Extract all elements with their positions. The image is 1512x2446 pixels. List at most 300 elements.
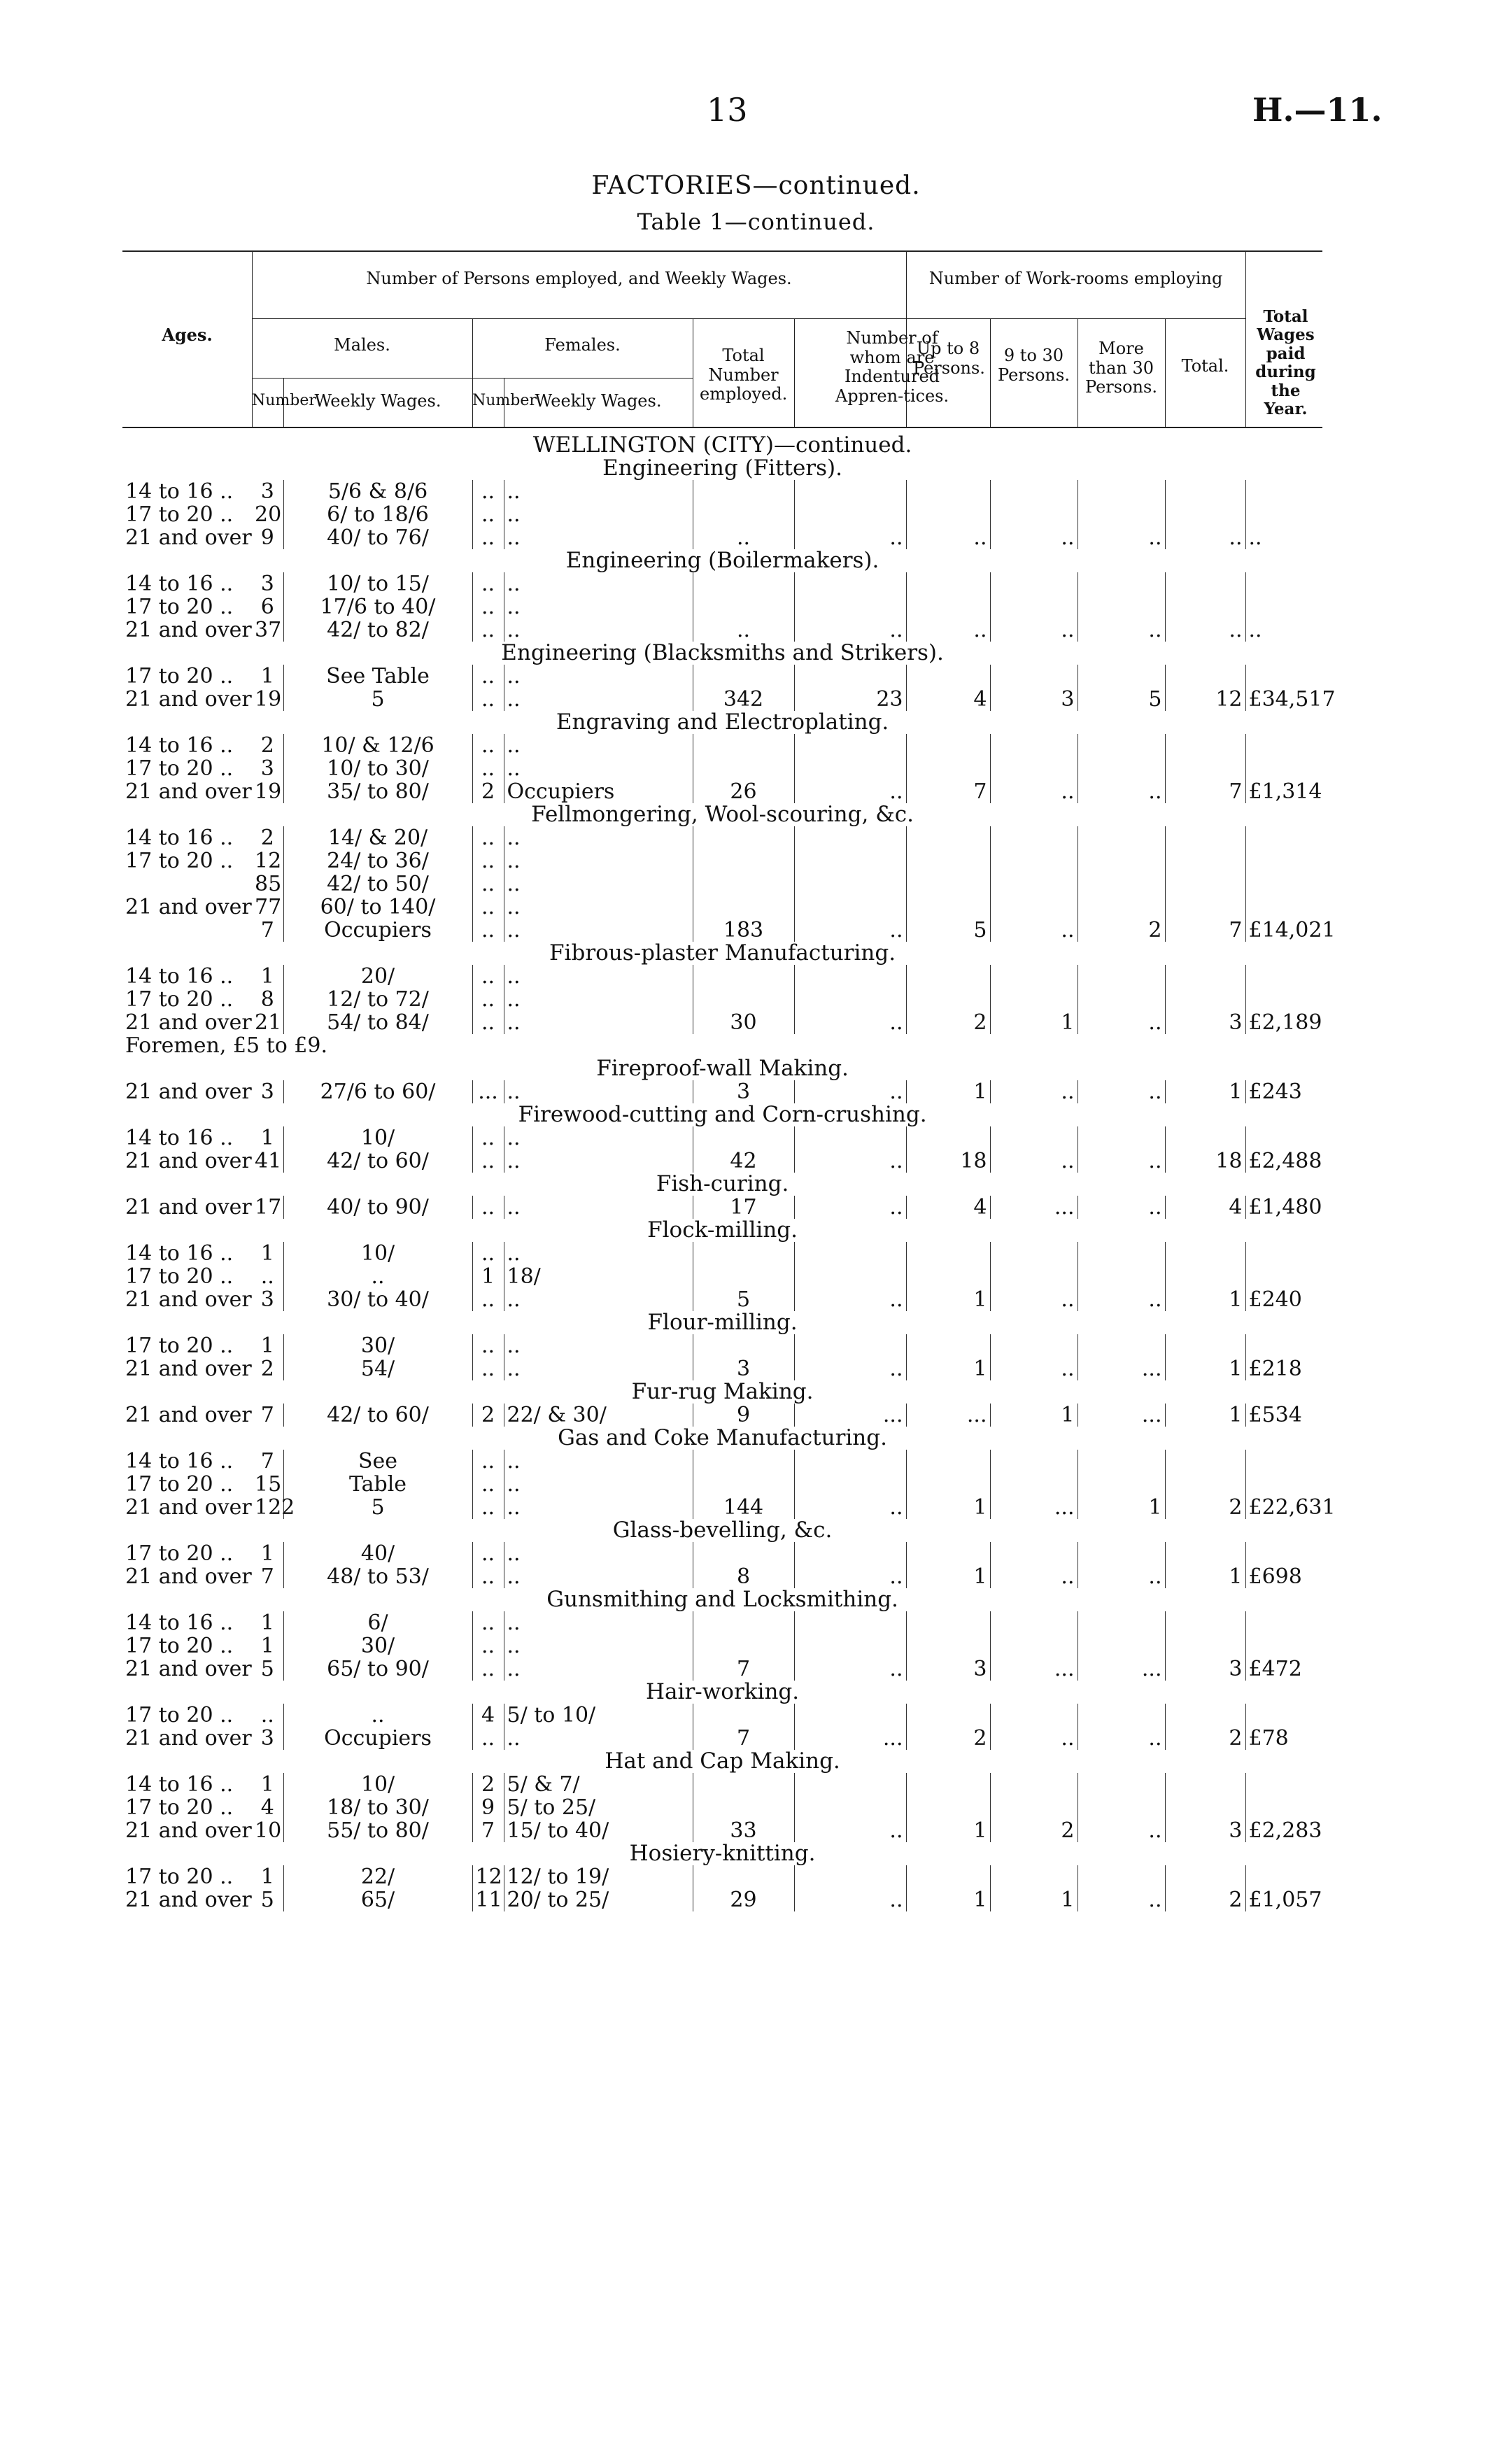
nine-to-30-cell: ..: [990, 1150, 1078, 1173]
age-cell: 14 to 16 ..: [125, 1126, 234, 1150]
female-wages-cell: ..: [504, 826, 693, 849]
male-number-cell: 4: [252, 1796, 283, 1819]
male-number-cell: 1: [252, 1634, 283, 1657]
more-than-30-cell: [1078, 665, 1165, 688]
table-row: [122, 1473, 1322, 1496]
age-cell: 17 to 20 ..: [125, 849, 234, 873]
up-to-8-cell: 5: [906, 919, 990, 942]
table-row: [122, 595, 1322, 618]
industry-heading-row: [122, 1380, 1322, 1404]
age-cell: 21 and over: [125, 525, 252, 550]
nine-to-30-cell: [990, 480, 1078, 503]
table-row: [122, 1150, 1322, 1173]
male-number-cell: 17: [252, 1196, 283, 1219]
up-to-8-cell: ..: [906, 618, 990, 642]
workroom-total-cell: [1165, 988, 1245, 1011]
industry-heading: Gunsmithing and Locksmithing.: [546, 1587, 898, 1612]
industry-heading: Engineering (Blacksmiths and Strikers).: [501, 640, 944, 665]
total-wages-cell: [1245, 1334, 1322, 1357]
female-number-cell: 1: [472, 1265, 504, 1288]
table-row: [122, 503, 1322, 526]
female-wages-cell: ..: [504, 572, 693, 595]
age-cell: 17 to 20 ..: [125, 987, 234, 1012]
table-row: [122, 1196, 1322, 1219]
nine-to-30-cell: [990, 1334, 1078, 1357]
total-employed-cell: ..: [693, 526, 794, 549]
male-number-cell: 5: [252, 1657, 283, 1681]
up-to-8-cell: 1: [906, 1819, 990, 1842]
female-wages-cell: 20/ to 25/: [504, 1888, 693, 1911]
up-to-8-cell: [906, 1865, 990, 1888]
total-wages-cell: [1245, 1450, 1322, 1473]
workroom-total-cell: 1: [1165, 1288, 1245, 1311]
male-number-cell: 7: [252, 1404, 283, 1427]
workroom-total-cell: 2: [1165, 1727, 1245, 1750]
total-wages-cell: [1245, 572, 1322, 595]
up-to-8-cell: 4: [906, 1196, 990, 1219]
female-wages-cell: ..: [504, 1334, 693, 1357]
industry-heading-row: [122, 803, 1322, 826]
female-wages-cell: ..: [504, 1450, 693, 1473]
age-cell: 21 and over: [125, 1564, 252, 1589]
total-wages-cell: [1245, 757, 1322, 780]
male-number-cell: 1: [252, 1126, 283, 1150]
industry-heading-row: [122, 457, 1322, 480]
male-wages-cell: 42/ to 50/: [283, 872, 472, 896]
workroom-total-cell: [1165, 1634, 1245, 1657]
table-header: [122, 250, 1322, 428]
male-wages-cell: Table: [283, 1473, 472, 1496]
age-cell: [122, 919, 252, 942]
table-row: [122, 872, 1322, 896]
male-number-cell: 1: [252, 965, 283, 988]
male-number-cell: 8: [252, 988, 283, 1011]
total-wages-cell: [1245, 734, 1322, 757]
nine-to-30-cell: [990, 1611, 1078, 1634]
male-number-cell: 1: [252, 1611, 283, 1634]
more-than-30-cell: 2: [1078, 919, 1165, 942]
male-wages-cell: 65/: [283, 1888, 472, 1911]
total-employed-cell: 7: [693, 1657, 794, 1681]
total-employed-cell: [693, 757, 794, 780]
male-number-cell: 1: [252, 1773, 283, 1796]
more-than-30-cell: [1078, 826, 1165, 849]
industry-heading-row: [122, 1311, 1322, 1334]
more-than-30-cell: ..: [1078, 1196, 1165, 1219]
apprentices-cell: [794, 1611, 906, 1634]
male-wages-cell: 42/ to 60/: [283, 1150, 472, 1173]
male-wages-cell: 10/: [283, 1242, 472, 1265]
page-number: 13: [707, 91, 748, 129]
table-row: [122, 1657, 1322, 1681]
age-cell: 17 to 20 ..: [125, 502, 234, 527]
male-wages-cell: 65/ to 90/: [283, 1657, 472, 1681]
male-wages-cell: 5: [283, 1496, 472, 1519]
total-employed-cell: [693, 480, 794, 503]
female-wages-cell: ..: [504, 1634, 693, 1657]
industry-heading-row: [122, 711, 1322, 734]
nine-to-30-cell: 2: [990, 1819, 1078, 1842]
male-number-cell: 5: [252, 1888, 283, 1911]
nine-to-30-cell: 1: [990, 1404, 1078, 1427]
up-to-8-cell: [906, 1773, 990, 1796]
apprentices-cell: [794, 1865, 906, 1888]
age-cell: 14 to 16 ..: [125, 733, 234, 758]
industry-heading-row: [122, 1219, 1322, 1242]
total-wages-cell: [1245, 965, 1322, 988]
up-to-8-cell: ..: [906, 526, 990, 549]
total-wages-cell: [1245, 1126, 1322, 1150]
workroom-total-cell: 3: [1165, 1657, 1245, 1681]
male-number-cell: 1: [252, 665, 283, 688]
total-wages-cell: [1245, 988, 1322, 1011]
female-number-cell: ..: [472, 1011, 504, 1034]
total-employed-cell: [693, 665, 794, 688]
female-wages-cell: ..: [504, 1565, 693, 1588]
table-row: [122, 826, 1322, 849]
female-wages-cell: 18/: [504, 1265, 693, 1288]
female-wages-cell: 12/ to 19/: [504, 1865, 693, 1888]
industry-heading: Engineering (Fitters).: [602, 455, 842, 481]
male-wages-cell: 35/ to 80/: [283, 780, 472, 803]
more-than-30-cell: ..: [1078, 1565, 1165, 1588]
female-number-cell: ..: [472, 826, 504, 849]
female-wages-cell: ..: [504, 688, 693, 711]
total-employed-cell: 342: [693, 688, 794, 711]
female-wages-cell: ..: [504, 1288, 693, 1311]
nine-to-30-cell: [990, 1473, 1078, 1496]
workroom-total-cell: 1: [1165, 1565, 1245, 1588]
total-employed-cell: [693, 1773, 794, 1796]
female-wages-cell: ..: [504, 1357, 693, 1380]
industry-heading: Hat and Cap Making.: [605, 1748, 840, 1774]
table-row: [122, 1704, 1322, 1727]
nine-to-30-cell: [990, 665, 1078, 688]
table-row: [122, 526, 1322, 549]
industry-heading: Hosiery-knitting.: [629, 1841, 816, 1866]
nine-to-30-cell: ..: [990, 1288, 1078, 1311]
up-to-8-cell: [906, 988, 990, 1011]
age-cell: 17 to 20 ..: [125, 756, 234, 781]
more-than-30-cell: [1078, 480, 1165, 503]
workroom-total-cell: [1165, 1704, 1245, 1727]
male-wages-cell: 30/ to 40/: [283, 1288, 472, 1311]
male-wages-cell: See: [283, 1450, 472, 1473]
more-than-30-cell: 5: [1078, 688, 1165, 711]
header-female-number: Number: [472, 392, 537, 409]
up-to-8-cell: [906, 734, 990, 757]
female-number-cell: ..: [472, 1334, 504, 1357]
location-heading-row: [122, 434, 1322, 457]
table-row: [122, 1450, 1322, 1473]
nine-to-30-cell: ..: [990, 526, 1078, 549]
male-wages-cell: 24/ to 36/: [283, 849, 472, 872]
total-employed-cell: [693, 1611, 794, 1634]
workroom-total-cell: 7: [1165, 919, 1245, 942]
female-number-cell: 12: [472, 1865, 504, 1888]
more-than-30-cell: [1078, 1634, 1165, 1657]
total-employed-cell: 26: [693, 780, 794, 803]
age-cell: 17 to 20 ..: [125, 1795, 234, 1820]
female-number-cell: ..: [472, 526, 504, 549]
female-wages-cell: ..: [504, 988, 693, 1011]
apprentices-cell: [794, 988, 906, 1011]
female-number-cell: ..: [472, 480, 504, 503]
total-employed-cell: [693, 1704, 794, 1727]
female-wages-cell: ..: [504, 1542, 693, 1565]
total-wages-cell: [1245, 595, 1322, 618]
male-number-cell: 9: [252, 526, 283, 549]
male-number-cell: 19: [252, 780, 283, 803]
total-employed-cell: [693, 595, 794, 618]
more-than-30-cell: [1078, 1450, 1165, 1473]
table-row: [122, 1496, 1322, 1519]
apprentices-cell: ..: [794, 1150, 906, 1173]
male-number-cell: 3: [252, 480, 283, 503]
apprentices-cell: [794, 1704, 906, 1727]
nine-to-30-cell: [990, 988, 1078, 1011]
more-than-30-cell: ..: [1078, 1150, 1165, 1173]
document-code: H.—11.: [1252, 91, 1383, 129]
male-number-cell: 3: [252, 757, 283, 780]
nine-to-30-cell: ..: [990, 1357, 1078, 1380]
header-indentured: Number of whom are Indentured Appren-tices.: [835, 328, 949, 406]
female-wages-cell: ..: [504, 919, 693, 942]
more-than-30-cell: [1078, 503, 1165, 526]
male-wages-cell: 48/ to 53/: [283, 1565, 472, 1588]
industry-heading-row: [122, 1173, 1322, 1196]
apprentices-cell: ..: [794, 1288, 906, 1311]
male-number-cell: 1: [252, 1242, 283, 1265]
table-row: [122, 1011, 1322, 1034]
male-wages-cell: 10/ to 15/: [283, 572, 472, 595]
age-cell: 14 to 16 ..: [125, 964, 234, 989]
age-cell: 21 and over: [125, 1403, 252, 1427]
age-cell: 21 and over: [125, 618, 252, 642]
total-wages-cell: £78: [1248, 1726, 1289, 1751]
industry-heading-row: [122, 1103, 1322, 1126]
industry-heading: Glass-bevelling, &c.: [612, 1518, 833, 1543]
female-wages-cell: ..: [504, 1657, 693, 1681]
apprentices-cell: ..: [794, 1565, 906, 1588]
apprentices-cell: [794, 1265, 906, 1288]
apprentices-cell: 23: [794, 688, 906, 711]
age-cell: 17 to 20 ..: [125, 664, 234, 688]
female-number-cell: ..: [472, 503, 504, 526]
nine-to-30-cell: [990, 1450, 1078, 1473]
total-wages-cell: [1245, 1865, 1322, 1888]
workroom-total-cell: [1165, 1126, 1245, 1150]
workroom-total-cell: 1: [1165, 1404, 1245, 1427]
male-number-cell: 6: [252, 595, 283, 618]
total-wages-cell: [1245, 1265, 1322, 1288]
age-cell: 17 to 20 ..: [125, 1472, 234, 1497]
table-row: [122, 1888, 1322, 1911]
table-row: [122, 1727, 1322, 1750]
male-wages-cell: 17/6 to 40/: [283, 595, 472, 618]
female-wages-cell: 15/ to 40/: [504, 1819, 693, 1842]
nine-to-30-cell: [990, 896, 1078, 919]
male-wages-cell: 40/ to 90/: [283, 1196, 472, 1219]
female-wages-cell: ..: [504, 1011, 693, 1034]
nine-to-30-cell: [990, 503, 1078, 526]
table-row: [122, 1404, 1322, 1427]
apprentices-cell: [794, 1450, 906, 1473]
total-wages-cell: [1245, 1773, 1322, 1796]
up-to-8-cell: [906, 896, 990, 919]
total-wages-cell: £22,631: [1248, 1495, 1336, 1520]
male-number-cell: 7: [252, 1450, 283, 1473]
total-employed-cell: 3: [693, 1357, 794, 1380]
total-employed-cell: [693, 1265, 794, 1288]
male-number-cell: 3: [252, 1288, 283, 1311]
age-cell: 21 and over: [125, 687, 252, 712]
up-to-8-cell: [906, 1542, 990, 1565]
workroom-total-cell: 3: [1165, 1819, 1245, 1842]
workroom-total-cell: 12: [1165, 688, 1245, 711]
nine-to-30-cell: ..: [990, 1080, 1078, 1103]
male-number-cell: 85: [252, 872, 283, 896]
apprentices-cell: ..: [794, 618, 906, 642]
total-employed-cell: 8: [693, 1565, 794, 1588]
age-cell: 21 and over: [125, 1657, 252, 1681]
more-than-30-cell: [1078, 1704, 1165, 1727]
apprentices-cell: [794, 665, 906, 688]
age-cell: 14 to 16 ..: [125, 1772, 234, 1797]
header-9-to-30: 9 to 30 Persons.: [998, 346, 1070, 385]
male-number-cell: 7: [252, 919, 283, 942]
more-than-30-cell: ..: [1078, 1727, 1165, 1750]
male-wages-cell: 5/6 & 8/6: [283, 480, 472, 503]
age-cell: 21 and over: [125, 1195, 252, 1220]
male-wages-cell: 42/ to 60/: [283, 1404, 472, 1427]
male-number-cell: 2: [252, 826, 283, 849]
table-row: [122, 1796, 1322, 1819]
table-row: [122, 572, 1322, 595]
age-cell: 21 and over: [125, 895, 252, 919]
total-wages-cell: £218: [1248, 1357, 1302, 1381]
industry-heading-row: [122, 1519, 1322, 1542]
age-cell: 17 to 20 ..: [125, 1334, 234, 1358]
table-row: [122, 1773, 1322, 1796]
up-to-8-cell: [906, 1265, 990, 1288]
up-to-8-cell: [906, 849, 990, 872]
industry-heading: Fireproof-wall Making.: [596, 1056, 849, 1081]
table-row: [122, 665, 1322, 688]
header-up-to-8: Up to 8 Persons.: [913, 339, 985, 378]
apprentices-cell: ..: [794, 1819, 906, 1842]
nine-to-30-cell: [990, 572, 1078, 595]
more-than-30-cell: [1078, 872, 1165, 896]
female-wages-cell: ..: [504, 872, 693, 896]
workroom-total-cell: 3: [1165, 1011, 1245, 1034]
more-than-30-cell: [1078, 1126, 1165, 1150]
header-workrooms-group: Number of Work-rooms employing: [928, 269, 1223, 288]
female-number-cell: ..: [472, 1450, 504, 1473]
female-wages-cell: ..: [504, 480, 693, 503]
total-wages-cell: [1245, 1242, 1322, 1265]
age-cell: 21 and over: [125, 1818, 252, 1843]
table-row: [122, 618, 1322, 642]
workroom-total-cell: [1165, 1473, 1245, 1496]
workroom-total-cell: [1165, 734, 1245, 757]
female-number-cell: ...: [472, 1080, 504, 1103]
total-employed-cell: [693, 734, 794, 757]
total-employed-cell: ..: [693, 618, 794, 642]
female-number-cell: 4: [472, 1704, 504, 1727]
nine-to-30-cell: [990, 1773, 1078, 1796]
female-wages-cell: 22/ & 30/: [504, 1404, 693, 1427]
table-row: [122, 1126, 1322, 1150]
total-employed-cell: [693, 1796, 794, 1819]
apprentices-cell: [794, 1473, 906, 1496]
male-wages-cell: 10/ & 12/6: [283, 734, 472, 757]
more-than-30-cell: [1078, 1473, 1165, 1496]
more-than-30-cell: 1: [1078, 1496, 1165, 1519]
industry-heading-row: [122, 642, 1322, 665]
male-wages-cell: 40/: [283, 1542, 472, 1565]
table-row: [122, 896, 1322, 919]
female-number-cell: 2: [472, 780, 504, 803]
female-wages-cell: ..: [504, 526, 693, 549]
male-number-cell: 12: [252, 849, 283, 872]
female-wages-cell: ..: [504, 1196, 693, 1219]
age-cell: 14 to 16 ..: [125, 479, 234, 504]
more-than-30-cell: ..: [1078, 1080, 1165, 1103]
male-wages-cell: 30/: [283, 1634, 472, 1657]
total-wages-cell: £2,488: [1248, 1149, 1322, 1173]
male-number-cell: ..: [252, 1265, 283, 1288]
up-to-8-cell: [906, 572, 990, 595]
up-to-8-cell: 1: [906, 1080, 990, 1103]
apprentices-cell: [794, 503, 906, 526]
industry-heading: Fellmongering, Wool-scouring, &c.: [531, 802, 914, 827]
workroom-total-cell: 2: [1165, 1888, 1245, 1911]
table-row: [122, 849, 1322, 872]
female-number-cell: ..: [472, 1657, 504, 1681]
nine-to-30-cell: [990, 734, 1078, 757]
table-row: [122, 1819, 1322, 1842]
up-to-8-cell: 3: [906, 1657, 990, 1681]
total-wages-cell: £472: [1248, 1657, 1302, 1681]
total-wages-cell: £34,517: [1248, 687, 1336, 712]
age-cell: 21 and over: [125, 1287, 252, 1312]
female-number-cell: ..: [472, 665, 504, 688]
foremen-note: Foremen, £5 to £9.: [125, 1033, 327, 1058]
more-than-30-cell: [1078, 965, 1165, 988]
up-to-8-cell: 2: [906, 1727, 990, 1750]
up-to-8-cell: [906, 1796, 990, 1819]
female-number-cell: ..: [472, 1126, 504, 1150]
apprentices-cell: ..: [794, 1657, 906, 1681]
age-cell: 21 and over: [125, 1010, 252, 1035]
total-wages-cell: [1245, 1704, 1322, 1727]
total-employed-cell: 30: [693, 1011, 794, 1034]
nine-to-30-cell: [990, 826, 1078, 849]
female-number-cell: ..: [472, 896, 504, 919]
up-to-8-cell: [906, 1611, 990, 1634]
female-wages-cell: Occupiers: [504, 780, 693, 803]
workroom-total-cell: [1165, 757, 1245, 780]
up-to-8-cell: 4: [906, 688, 990, 711]
female-wages-cell: ..: [504, 618, 693, 642]
male-wages-cell: 6/ to 18/6: [283, 503, 472, 526]
female-number-cell: ..: [472, 1357, 504, 1380]
female-wages-cell: ..: [504, 595, 693, 618]
total-employed-cell: 5: [693, 1288, 794, 1311]
total-wages-cell: [1245, 826, 1322, 849]
male-wages-cell: Occupiers: [283, 919, 472, 942]
